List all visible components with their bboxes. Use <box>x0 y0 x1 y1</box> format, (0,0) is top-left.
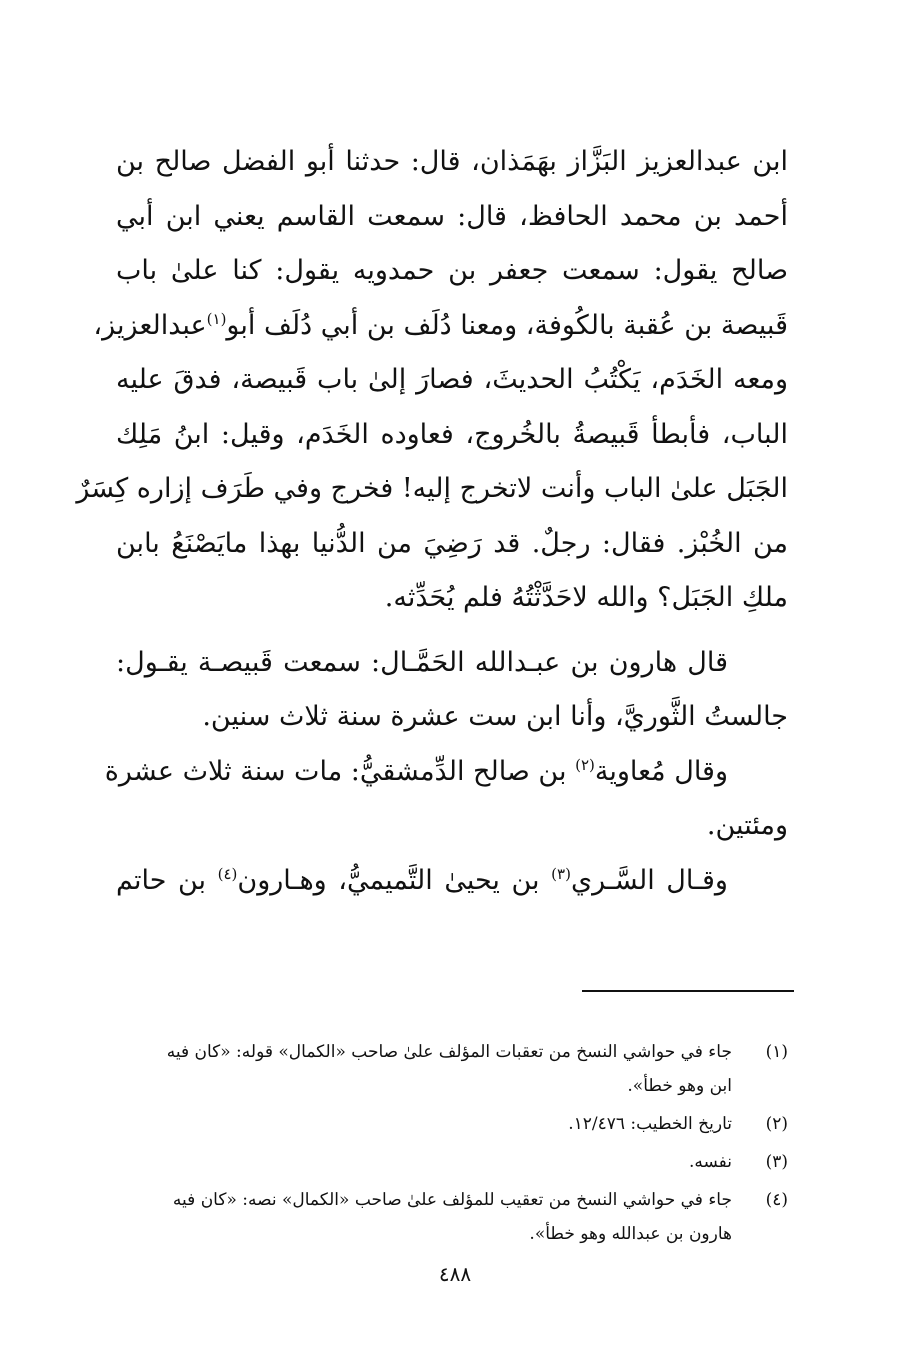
body-line-3: صالح يقول: سمعت جعفر بن حمدويه يقول: كنا علىٰ باب <box>116 255 788 286</box>
footnote-4 <box>80 1183 788 1251</box>
footnote-ref-3[interactable]: (٣) <box>551 864 571 883</box>
footnote-2 <box>80 1107 788 1141</box>
body-line-14-head: وقـال السَّـري <box>570 864 728 896</box>
footnote-line: ابن وهو خطأ». <box>627 1076 732 1096</box>
footnote-text <box>80 1035 732 1103</box>
footnote-number: (٣) <box>765 1152 788 1172</box>
footnote-number: (٢) <box>765 1114 788 1134</box>
footnote-line: جاء في حواشي النسخ من تعقبات المؤلف علىٰ صاحب «الكمال» قوله: «كان فيه <box>166 1042 732 1062</box>
footnote-number: (٤) <box>765 1190 788 1210</box>
paragraph-gap <box>116 626 788 636</box>
page-number: ٤٨٨ <box>438 1262 472 1286</box>
footnote-separator-rule <box>582 990 794 992</box>
footnote-line: جاء في حواشي النسخ من تعقيب للمؤلف علىٰ صاحب «الكمال» نصه: «كان فيه <box>172 1190 732 1210</box>
footnote-ref-4[interactable]: (٤) <box>217 864 238 883</box>
footnote-1 <box>80 1035 788 1103</box>
body-line-12-tail: بن صالح الدِّمشقيُّ: مات سنة ثلاث عشرة <box>104 755 567 787</box>
footnote-text <box>80 1183 732 1251</box>
footnote-number: (١) <box>765 1042 788 1062</box>
footnote-line: هارون بن عبدالله وهو خطأ». <box>529 1224 732 1244</box>
body-line-14-mid: بن يحيىٰ التَّميميُّ، وهـارون <box>237 864 540 896</box>
body-line-9: ملكِ الجَبَل؟ والله لاحَدَّثْتُهُ فلم يُحَدِّثه. <box>384 582 788 613</box>
body-line-8: من الخُبْز. فقال: رجلٌ. قد رَضِيَ من الدُّنيا بهذا مايَصْنَعُ بابن <box>116 527 788 559</box>
body-line-4-text: قَبيصة بن عُقبة بالكُوفة، ومعنا دُلَف بن أبي دُلَف أبو <box>226 309 788 341</box>
footnote-text: تاريخ الخطيب: ١٢/٤٧٦. <box>568 1114 732 1134</box>
footnote-text: نفسه. <box>688 1152 732 1172</box>
body-line-2: أحمد بن محمد الحافظ، قال: سمعت القاسم يعني ابن أبي <box>116 200 788 232</box>
body-line-14-tail: بن حاتم <box>116 864 207 896</box>
body-line-1: ابن عبدالعزيز البَزَّاز بهَمَذان، قال: حدثنا أبو الفضل صالح بن <box>116 146 788 177</box>
body-line-7: الجَبَل علىٰ الباب وأنت لاتخرج إليه! فخرج وفي طَرَف إزاره كِسَرٌ <box>76 473 788 504</box>
body-line-13: ومئتين. <box>706 810 788 841</box>
footnote-ref-2[interactable]: (٢) <box>575 755 595 774</box>
body-line-12-head: وقال مُعاوية <box>594 755 728 787</box>
body-line-5: ومعه الخَدَم، يَكْتُبُ الحديثَ، فصارَ إلىٰ باب قَبيصة، فدقَ عليه <box>116 364 788 395</box>
body-line-14 <box>116 854 788 909</box>
footnotes-block <box>80 1035 788 1255</box>
body-line-4 <box>93 299 788 354</box>
body-line-6: الباب، فأبطأ قَبيصةُ بالخُروج، فعاوده الخَدَم، وقيل: ابنُ مَلِك <box>116 418 788 450</box>
body-line-11: جالستُ الثَّوريَّ، وأنا ابن ست عشرة سنة ثلاث سنين. <box>202 701 788 732</box>
body-line-10: قال هارون بن عبـدالله الحَمَّـال: سمعت قَبيصـة يقـول: <box>116 646 728 678</box>
body-line-4-tail: عبدالعزيز، <box>93 309 207 341</box>
footnote-3 <box>80 1145 788 1179</box>
main-text-block <box>76 135 788 908</box>
footnote-ref-1[interactable]: (١) <box>206 309 227 328</box>
body-line-12 <box>104 745 788 800</box>
